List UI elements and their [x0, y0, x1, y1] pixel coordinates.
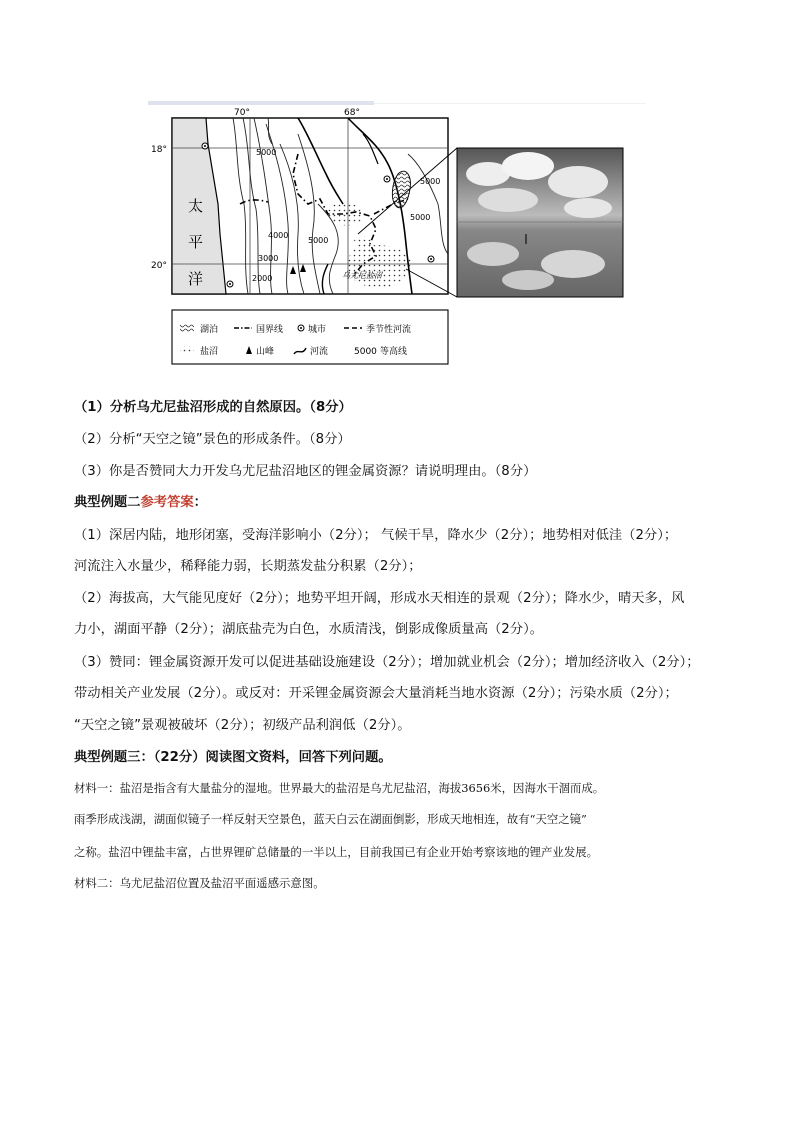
question-1: （1）分析乌尤尼盐沼形成的自然原因。（8分）: [74, 400, 352, 415]
contour-label: 2000: [252, 274, 273, 283]
lat-label-18: 18°: [151, 145, 167, 155]
uyuni-map-figure: [148, 104, 648, 370]
material-line: 材料二：乌尤尼盐沼位置及盐沼平面遥感示意图。: [74, 876, 325, 890]
answer-line: 带动相关产业发展（2分）。或反对：开采锂金属资源会大量消耗当地水资源（2分）；污染水质（2分）；: [74, 686, 678, 701]
map-legend: [172, 310, 448, 364]
contour-label: 4000: [268, 231, 289, 240]
legend-contour-sample: 5000: [354, 347, 377, 357]
contour-label: 5000: [256, 148, 277, 157]
question-3: （3）你是否赞同大力开发乌尤尼盐沼地区的锂金属资源？请说明理由。（8分）: [74, 464, 537, 479]
answer-line: 力小，湖面平静（2分）；湖底盐壳为白色，水质清浅，倒影成像质量高（2分）。: [74, 622, 544, 637]
material-line: 材料一：盐沼是指含有大量盐分的湿地。世界最大的盐沼是乌尤尼盐沼，海拔3656米，因海水干涸而成。: [74, 781, 605, 795]
answer-line: （1）深居内陆，地形闭塞，受海洋影响小（2分）； 气候干旱，降水少（2分）；地势相对低洼（2分）；: [74, 528, 678, 543]
contour-label: 5000: [308, 236, 329, 245]
material-line: 之称。盐沼中锂盐丰富，占世界锂矿总储量的一半以上，目前我国已有企业开始考察该地的锂产业发展。: [74, 845, 598, 859]
lon-label-70: 70°: [234, 108, 250, 118]
ocean-label-3: 洋: [188, 270, 204, 288]
lat-label-20: 20°: [151, 261, 167, 271]
contour-label: 5000: [410, 213, 431, 222]
contour-label: 5000: [420, 177, 441, 186]
ocean-label-2: 平: [188, 233, 204, 251]
legend-border-label: 国界线: [256, 325, 284, 335]
legend-contour-label: 等高线: [380, 347, 408, 357]
legend-river-label: 河流: [310, 347, 329, 357]
material-line: 雨季形成浅湖，湖面似镜子一样反射天空景色，蓝天白云在湖面倒影，形成天地相连，故有“天空之镜”: [74, 812, 587, 826]
legend-lake-label: 湖泊: [200, 325, 219, 335]
example-3-heading: 典型例题三：（22分）阅读图文资料，回答下列问题。: [74, 750, 392, 765]
lon-label-68: 68°: [344, 108, 360, 118]
answer-line: “天空之镜”景观被破坏（2分）；初级产品利润低（2分）。: [74, 718, 411, 733]
legend-peak-label: 山峰: [256, 347, 275, 357]
answer-line: （2）海拔高，大气能见度好（2分）；地势平坦开阔，形成水天相连的景观（2分）；降水少，晴天多，风: [74, 591, 685, 606]
legend-city-label: 城市: [308, 325, 327, 335]
salt-flat-photo: [457, 148, 623, 297]
salt-flat-label: 乌尤尼盐沼: [342, 271, 382, 280]
answer-heading: [74, 493, 734, 513]
answer-heading-prefix: 典型例题二: [74, 495, 141, 510]
answer-line: （3）赞同：锂金属资源开发可以促进基础设施建设（2分）；增加就业机会（2分）；增加经济收入（2分）；: [74, 655, 700, 670]
ocean-label-1: 太: [188, 197, 204, 215]
question-2: （2）分析“天空之镜”景色的形成条件。（8分）: [74, 432, 351, 447]
legend-seasonal-river-label: 季节性河流: [366, 325, 412, 335]
answer-heading-suffix: 参考答案: [140, 495, 194, 510]
contour-label: 3000: [258, 254, 279, 263]
answer-heading-colon: ：: [193, 495, 207, 510]
answer-line: 河流注入水量少，稀释能力弱，长期蒸发盐分积累（2分）；: [74, 559, 422, 574]
legend-saltflat-label: 盐沼: [200, 347, 219, 357]
